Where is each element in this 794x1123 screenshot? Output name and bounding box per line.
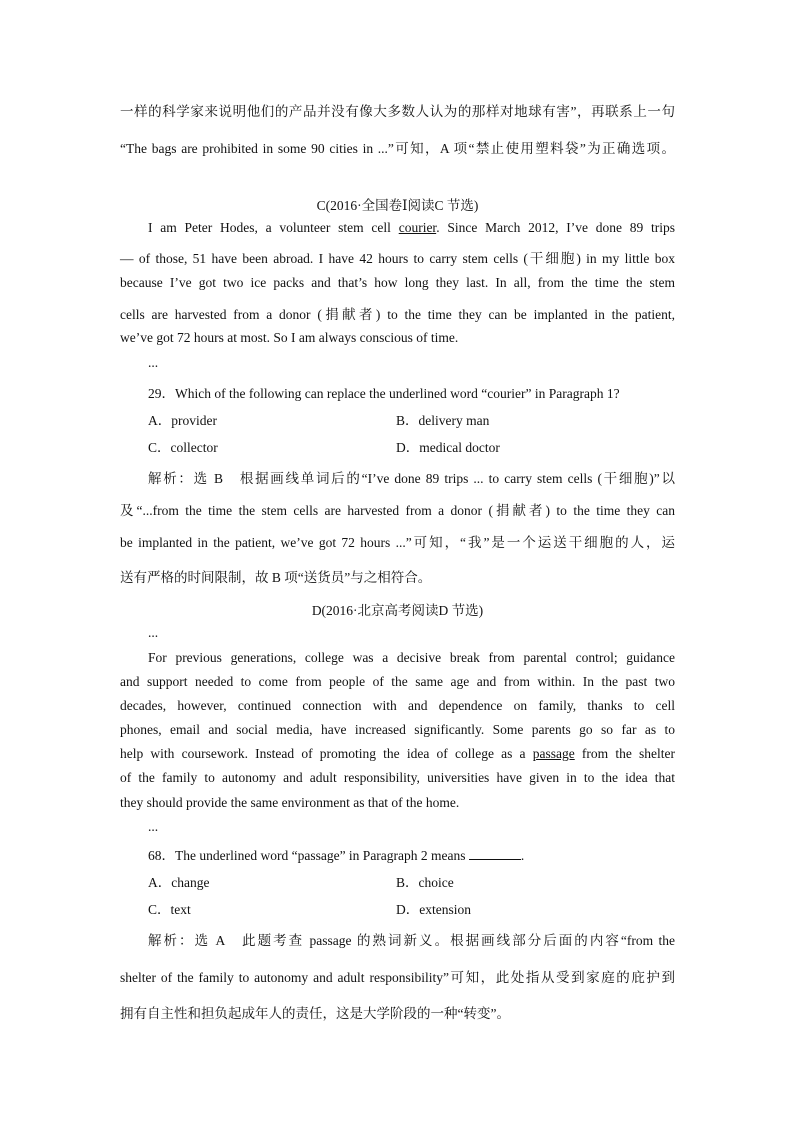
passage-line: we’ve got 72 hours at most. So I am always conscious of time. [120, 330, 459, 345]
option-b: B．choice [396, 875, 454, 890]
ellipsis: ... [148, 819, 159, 834]
passage-text: from the shelter [581, 746, 675, 761]
underlined-word: courier [398, 220, 437, 235]
underlined-word: passage [532, 746, 575, 761]
analysis-line: 及“...from the time the stem cells are harvested from a donor (捐献者) to the time they can [120, 503, 675, 518]
passage-line: For previous generations, college was a decisive break from parental control; guidance [148, 650, 675, 665]
question: 29．Which of the following can replace the underlined word “courier” in Paragraph 1? [148, 386, 620, 401]
section-heading: C(2016·全国卷Ⅰ阅读C 节选) [316, 198, 479, 213]
passage-line: of the family to autonomy and adult responsibility, universities have given in to the idea that [120, 770, 675, 785]
passage-text: help with coursework. Instead of promoting the idea of college as a [120, 746, 526, 761]
option-c: C．collector [148, 440, 218, 455]
option-d: D．extension [396, 902, 471, 917]
analysis-line: shelter of the family to autonomy and adult responsibility”可知，此处指从受到家庭的庇护到 [120, 970, 675, 985]
question [148, 844, 524, 864]
analysis-line: be implanted in the patient, we’ve got 72 hours ...”可知，“我”是一个运送干细胞的人，运 [120, 535, 675, 550]
option-a: A．provider [148, 413, 217, 428]
passage-line [120, 746, 675, 762]
passage-line: decades, however, continued connection with and dependence on family, thanks to cell [120, 698, 675, 713]
option-b: B．delivery man [396, 413, 490, 428]
passage-line [120, 220, 675, 236]
passage-text: . Since March 2012, I’ve done 89 trips [436, 220, 676, 235]
ellipsis: ... [148, 355, 159, 370]
passage-line: because I’ve got two ice packs and that’s how long they last. In all, from the time the stem [120, 275, 675, 290]
passage-line: cells are harvested from a donor (捐献者) to the time they can be implanted in the patient, [120, 307, 675, 322]
intro-line: 一样的科学家来说明他们的产品并没有像大多数人认为的那样对地球有害”，再联系上一句 [120, 104, 675, 119]
option-a: A．change [148, 875, 210, 890]
passage-line: they should provide the same environment as that of the home. [120, 795, 460, 810]
section-heading: D(2016·北京高考阅读D 节选) [311, 603, 484, 618]
analysis-line: 送有严格的时间限制，故 B 项“送货员”与之相符合。 [120, 570, 432, 585]
ellipsis: ... [148, 625, 159, 640]
passage-text: I am Peter Hodes, a volunteer stem cell [148, 220, 391, 235]
analysis-line: 解析：选 B 根据画线单词后的“I’ve done 89 trips ... to carry stem cells (干细胞)”以 [148, 471, 675, 486]
analysis-line: 解析：选 A 此题考查 passage 的熟词新义。根据画线部分后面的内容“from the [148, 933, 675, 948]
passage-line: — of those, 51 have been abroad. I have 42 hours to carry stem cells (干细胞) in my little box [120, 251, 675, 266]
passage-line: phones, email and social media, have increased significantly. Some parents go so far as to [120, 722, 675, 737]
question-text: 68．The underlined word “passage” in Paragraph 2 means [148, 848, 466, 863]
passage-line: and support needed to come from people of the same age and from within. In the past two [120, 674, 675, 689]
intro-line: “The bags are prohibited in some 90 cities in ...”可知，A 项“禁止使用塑料袋”为正确选项。 [120, 141, 675, 156]
analysis-line: 拥有自主性和担负起成年人的责任，这是大学阶段的一种“转变”。 [120, 1006, 510, 1021]
answer-blank [469, 847, 521, 860]
option-c: C．text [148, 902, 191, 917]
question-end: . [520, 848, 525, 863]
option-d: D．medical doctor [396, 440, 500, 455]
